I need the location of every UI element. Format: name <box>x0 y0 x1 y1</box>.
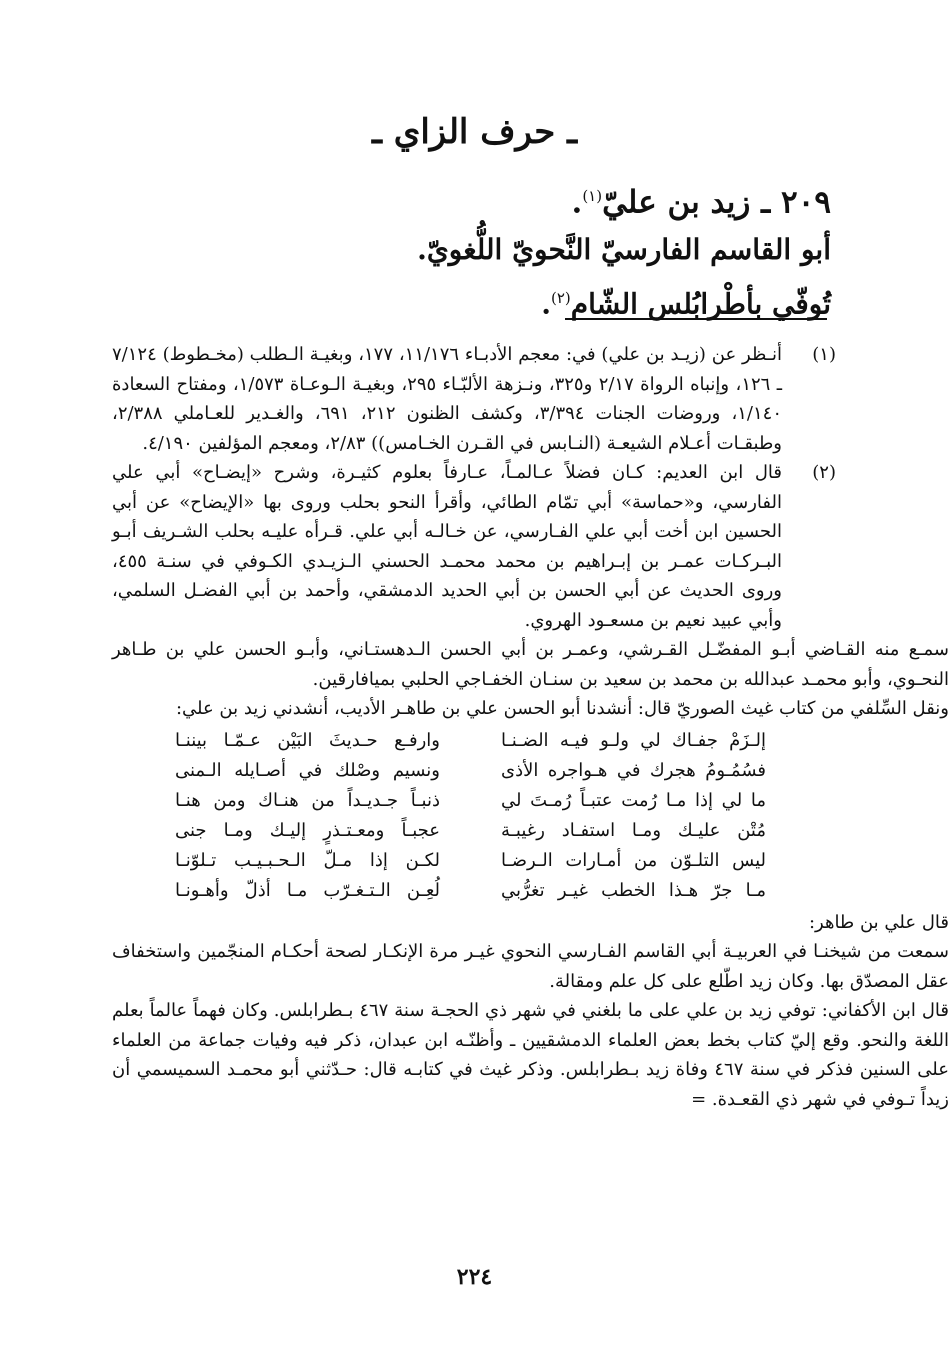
verse-first-hemistich: ما لي إذا مـا رُمت عتبـاً رُمـتَ لي <box>501 789 766 811</box>
verse-second-hemistich: عجبـاً ومعـتـذرٍ إليـك ومـا جنى <box>175 819 440 841</box>
paragraph-text: ونقل السِّلفي من كتاب غيث الصوريّ قال: أنشدنا أبو الحسن علي بن طاهـر الأديب، أنشدني زيد بن علي: <box>175 698 949 719</box>
entry-death-place <box>131 274 831 328</box>
entry-death-text: تُوفّي بأطْرابُلس الشّام <box>570 287 831 321</box>
verse-second-hemistich: وارفـع حـديثَ البَيْن عـمّـا بيننـا <box>175 729 440 751</box>
entry-number-name: ٢٠٩ ـ زيد بن عليّ <box>602 184 831 221</box>
footnote-ref-2: (٢) <box>550 289 571 308</box>
verse-line <box>175 846 766 876</box>
continuation-paragraph-2 <box>0 694 949 724</box>
footnote-1-text: أنـظر عن (زيـد بن علي) في: معجم الأدبـاء ١١/١٧٦، ١٧٧، وبغيـة الـطلب (مخـطوط) ٧/١٢٤ ـ ١٢٦، وإنباه الرواة ٢/١٧ و٣٢٥، ونـزهة الألبّـاء ٢٩٥، وبغيـة الـوعـاة ١/٥٧٣، ومفتاح السعادة ١/١٤٠، وروضات الجنات ٣/٣٩٤، وكشف الظنون ٢١٢، ٦٩١، والغـدير للعـاملي ٢/٣٨٨، وطبقـات أعـلام الشيعـة (النـابس في القـرن الخـامس)) ٢/٨٣، ومعجم المؤلفين ٤/١٩٠. <box>112 344 783 454</box>
verse-second-hemistich: ونسيم وصْلك في أصـايله الـمنى <box>175 759 440 781</box>
page-number: ٢٢٤ <box>456 1264 493 1290</box>
verse-line <box>175 786 766 816</box>
verse-second-hemistich: ذنبـاً جـديـداً من هنـاك ومن هنـا <box>175 789 440 811</box>
poem-verses <box>0 726 949 906</box>
footnote-separator <box>565 318 827 320</box>
footnote-2 <box>0 458 949 635</box>
verse-second-hemistich: لُعِـن الـتـغـرّب مـا أذلّ وأهـونـا <box>175 879 440 901</box>
footnote-2-text: قال ابن العديم: كـان فضلاً عـالمـاً، عـارفاً بعلوم كثيـرة، وشرح «إيضـاح» أبي علي الفارسي، و«حماسة» أبي تمّام الطائي، وأقرأ النحو بحلب وروى بها «الإيضاح» عن أبي الحسين ابن أخت أبي علي الفـارسي، عن خـالـه أبي علي. قـرأه عليـه بحلب الشـريف أبـو البـركـات عمـر بن إبـراهيم بن محمد محمـد الحسني الـزيـدي الكـوفي في سنـة ٤٥٥، وروى الحديث عن أبي الحسن بن أبي الحديد الدمشقي، وأحمد بن أبي الفضـل السلمي، وأبي عبيد نعيم بن مسعـود الهروي. <box>112 462 782 631</box>
verse-line <box>175 876 766 906</box>
continuation-paragraph-1 <box>0 635 949 694</box>
entry-heading-tail: . <box>571 184 583 221</box>
footnote-2-number: (٢) <box>812 462 836 483</box>
verse-first-hemistich: مـا جرّ هـذا الخطب غيـر تغرُّبي <box>501 879 766 901</box>
footnote-1 <box>0 340 949 458</box>
entry-death-tail: . <box>541 287 551 321</box>
verse-line <box>175 756 766 786</box>
footnotes-section <box>0 340 949 1114</box>
continuation-paragraph-3 <box>0 908 949 938</box>
entry-kunya: أبو القاسم الفارسيّ النَّحويّ اللُّغويّ. <box>417 233 831 267</box>
paragraph-text: سمـع منه القـاضي أبـو المفضّـل القـرشي، وعمـر بن أبي الحسن الـدهستـاني، وأبـو الحسن علي بن طـاهر النحـوي، وأبو محمـد عبدالله بن محمد بن سعيد بن سنـان الخفـاجي الحلبي بميافارقين. <box>112 639 949 690</box>
verse-first-hemistich: فسُمُـومُ هجرك في هـواجره الأذى <box>501 759 766 781</box>
continuation-paragraph-5 <box>0 996 949 1114</box>
chapter-title: ـ حرف الزاي ـ <box>371 112 578 152</box>
footnote-ref-1: (١) <box>582 187 603 205</box>
verse-first-hemistich: مُتْن عليـك ومـا استفـاد رغيبـة <box>501 819 766 841</box>
verse-first-hemistich: إلـزَمْ جفـاك لي ولـو فيـه الضـنـا <box>501 729 766 751</box>
paragraph-text: قال علي بن طاهر: <box>808 911 949 933</box>
verse-second-hemistich: لكـن إذا مـلّ الـحـبـيـب تـلوّنـا <box>175 849 440 871</box>
verse-line <box>175 726 766 756</box>
continuation-paragraph-4 <box>0 937 949 996</box>
verse-first-hemistich: ليس التلـوّن من أمـارات الـرضـا <box>501 849 766 871</box>
verse-line <box>175 816 766 846</box>
paragraph-text: قال ابن الأكفاني: توفي زيد بن علي على ما بلغني في شهر ذي الحجـة سنة ٤٦٧ بـطرابلس. وكان فهماً عالماً بعلم اللغة والنحو. وقع إليّ كتاب بخط بعض العلماء الدمشقيين ـ وأظنّـه ابن عبدان، ذكر فيه وفيات جماعة من العلماء على السنين فذكر في سنة ٤٦٧ وفاة زيد بـطرابلس. وذكر غيث في كتابـه قال: حـدّثني أبو محمـد السميسمي أن زيداً تـوفي في شهر ذي القعـدة. = <box>112 1000 949 1110</box>
footnote-1-number: (١) <box>812 344 836 365</box>
biography-entry <box>131 172 831 329</box>
paragraph-text: سمعت من شيخنـا في العربيـة أبي القاسم الفـارسي النحوي غيـر مرة الإنكـار لصحة أحكـام المنجّمين واستخفاف عقل المصدّق بها. وكان زيد اطّلع على كل علم ومقالة. <box>112 941 949 992</box>
entry-heading <box>131 172 831 226</box>
